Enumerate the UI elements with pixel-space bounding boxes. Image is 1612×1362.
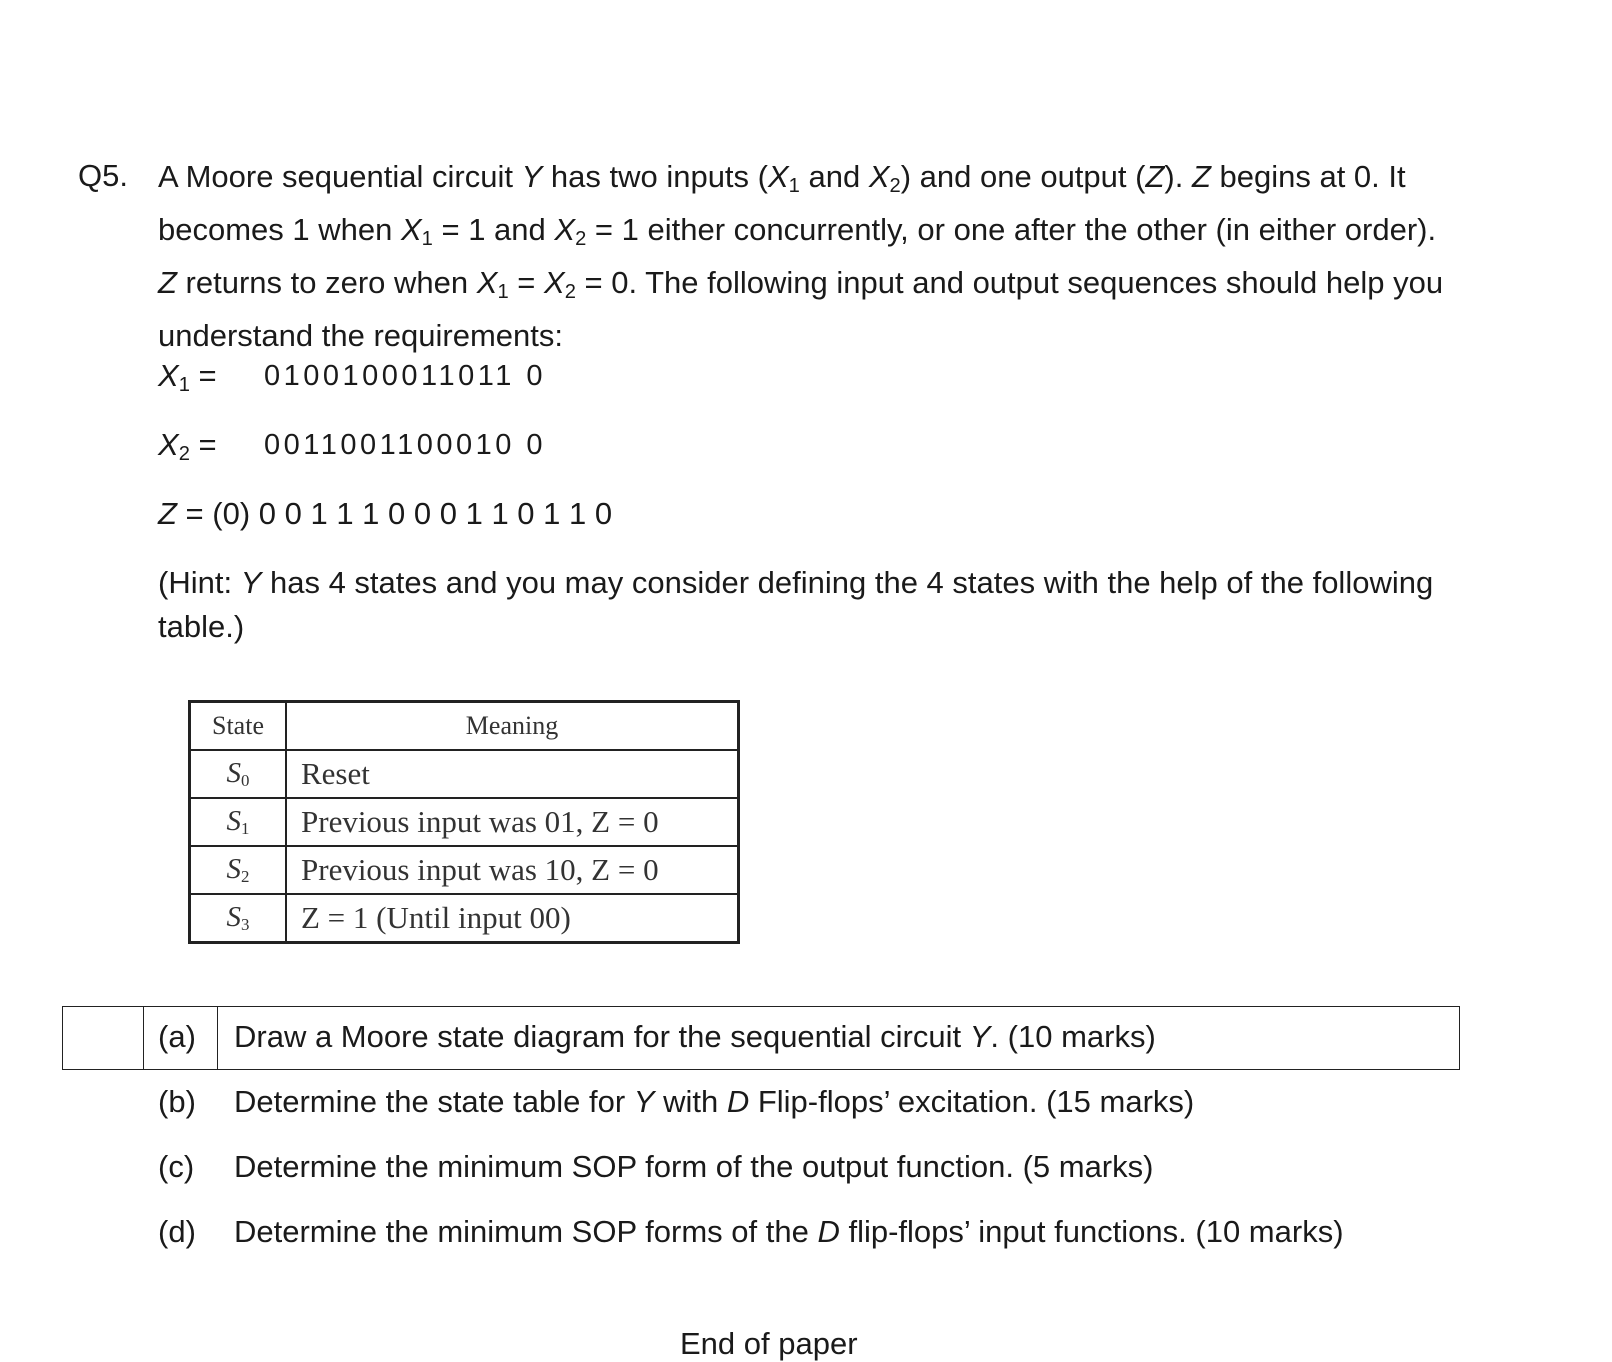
table-row [190,846,739,894]
meaning-cell: Reset [286,750,739,798]
part-d-label: (d) [158,1214,196,1249]
part-c-text: Determine the minimum SOP form of the output function. (5 marks) [234,1149,1154,1184]
divider [217,1007,218,1069]
state-cell: $S_3$ [190,894,287,943]
x2-label: $X_2$ = [158,427,217,466]
part-b-label: (b) [158,1084,196,1119]
question-number: Q5. [78,158,128,193]
x2-sequence: 0011001100010 0 [264,429,547,461]
table-row [190,750,739,798]
z-sequence: Z = (0) 0 0 1 1 1 0 0 0 1 1 0 1 1 0 [158,496,613,531]
meaning-cell: Previous input was 10, Z = 0 [286,846,739,894]
meaning-cell: Previous input was 01, Z = 0 [286,798,739,846]
state-cell: $S_1$ [190,798,287,846]
part-b-text: Determine the state table for Y with D Flip-flops’ excitation. (15 marks) [234,1084,1195,1119]
table-row [190,798,739,846]
divider [143,1007,144,1069]
hint-text: (Hint: Y has 4 states and you may consider defining the 4 states with the help of the following table.) [158,565,1434,644]
x1-label: $X_1$ = [158,358,217,397]
part-d-text: Determine the minimum SOP forms of the D flip-flops’ input functions. (10 marks) [234,1214,1344,1249]
state-table-header [190,702,739,751]
state-cell: $S_2$ [190,846,287,894]
state-header: State [190,702,287,751]
part-a-label: (a) [158,1019,196,1054]
table-row [190,894,739,943]
meaning-cell: Z = 1 (Until input 00) [286,894,739,943]
x1-sequence: 0100100011011 0 [264,360,547,392]
end-of-paper: End of paper [680,1326,858,1361]
part-a-text: Draw a Moore state diagram for the sequential circuit Y. (10 marks) [234,1019,1156,1054]
part-c-label: (c) [158,1149,195,1184]
meaning-header: Meaning [286,702,739,751]
question-intro: A Moore sequential circuit Y has two inputs ($X_1$ and $X_2$) and one output (Z). Z begins at 0. It becomes 1 when $X_1 = 1$ and $X_2 = 1$ either concurrently, or one after the other (in either order). Z returns to zero when $X_1 = X_2 = 0$. The following input and output sequences should help you understand the requirements: [158,159,1444,354]
state-cell: $S_0$ [190,750,287,798]
state-table [188,700,740,944]
